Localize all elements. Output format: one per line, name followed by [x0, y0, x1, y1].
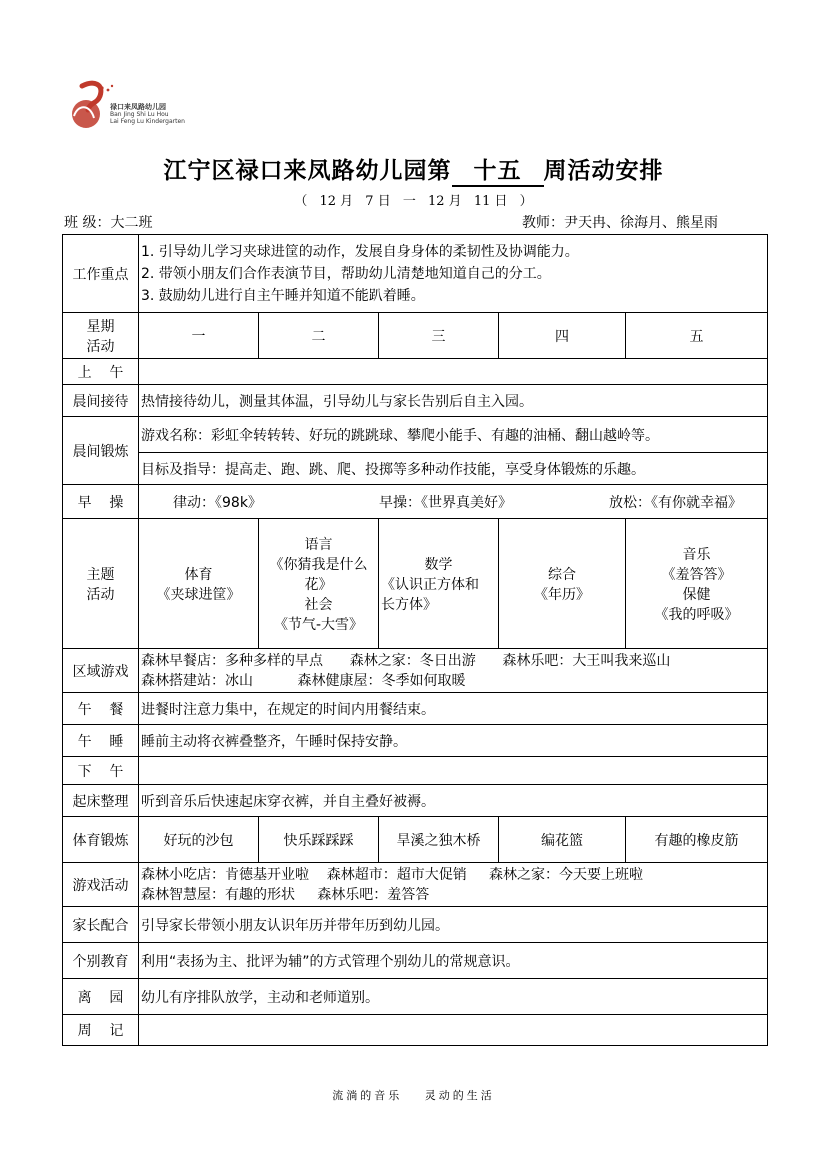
lunch-text: 进餐时注意力集中，在规定的时间内用餐结束。 [139, 693, 768, 725]
table-row [63, 725, 768, 757]
table-row [63, 943, 768, 979]
end-month: 12 月 [428, 194, 462, 209]
theme-title: 长方体》 [381, 596, 437, 613]
pe-tue: 快乐踩踩踩 [259, 817, 379, 863]
afternoon-section-label: 下 午 [63, 757, 139, 785]
drill-cell [139, 485, 768, 519]
class-label: 班 级：大二班 [64, 215, 153, 231]
pe-thu: 编花篮 [499, 817, 626, 863]
weekday-mon: 一 [139, 313, 259, 359]
nap-text: 睡前主动将衣裤叠整齐，午睡时保持安静。 [139, 725, 768, 757]
table-row [63, 979, 768, 1015]
theme-label-1: 主题 [86, 566, 115, 583]
logo-name-en2: Lai Feng Lu Kindergarten [110, 118, 185, 125]
lunch-label: 午 餐 [63, 693, 139, 725]
logo-text [110, 104, 185, 125]
drill-exercise: 早操：《世界真美好》 [379, 494, 512, 511]
exercise-games: 游戏名称：彩虹伞转转转、好玩的跳跳球、攀爬小能手、有趣的油桶、翻山越岭等。 [139, 417, 768, 453]
table-row [63, 1015, 768, 1046]
table-row [63, 235, 768, 313]
parent-text: 引导家长带领小朋友认识年历并带年历到幼儿园。 [139, 907, 768, 943]
theme-title: 《羞答答》 [661, 566, 732, 583]
goal-item: 1. 引导幼儿学习夹球进筐的动作，发展自身身体的柔韧性及协调能力。 [141, 243, 579, 260]
table-row [63, 757, 768, 785]
start-month: 12 月 [319, 194, 354, 209]
theme-title: 《年历》 [534, 586, 590, 603]
goals-label: 工作重点 [63, 235, 139, 313]
theme-subject: 数学 [424, 556, 453, 573]
date-range [0, 190, 827, 209]
exercise-goal: 目标及指导：提高走、跑、跳、爬、投掷等多种动作技能，享受身体锻炼的乐趣。 [139, 453, 768, 485]
footer-slogan [0, 1087, 827, 1103]
theme-title: 《你猜我是什么 [269, 556, 368, 573]
area-games-cell [139, 649, 768, 693]
table-row [63, 649, 768, 693]
wake-text: 听到音乐后快速起床穿衣裤，并自主叠好被褥。 [139, 785, 768, 817]
notes-label: 周 记 [63, 1015, 139, 1046]
goal-item: 2. 带领小朋友们合作表演节目，帮助幼儿清楚地知道自己的分工。 [141, 265, 551, 282]
pe-wed: 旱溪之独木桥 [379, 817, 499, 863]
afternoon-section-cell [139, 757, 768, 785]
title-suffix: 周活动安排 [543, 157, 664, 184]
table-row [63, 385, 768, 417]
notes-text [139, 1015, 768, 1046]
reception-label: 晨间接待 [63, 385, 139, 417]
table-row [63, 417, 768, 453]
table-row [63, 785, 768, 817]
logo-name-en1: Ban Jing Shi Lu Hou [110, 111, 169, 118]
parent-label: 家长配合 [63, 907, 139, 943]
table-row [63, 453, 768, 485]
footer-right: 灵动的生活 [424, 1089, 495, 1102]
end-day: 11 日 [473, 194, 508, 209]
start-day: 7 日 [365, 194, 391, 209]
theme-title: 《我的呼吸》 [654, 606, 739, 623]
weekday-header-label [63, 313, 139, 359]
nap-label: 午 睡 [63, 725, 139, 757]
logo-name-cn: 禄口来凤路幼儿园 [110, 103, 166, 111]
weekday-thu: 四 [499, 313, 626, 359]
exercise-label: 晨间锻炼 [63, 417, 139, 485]
date-open: （ [294, 194, 308, 209]
area-games-line: 森林早餐店：多种多样的早点 森林之家：冬日出游 森林乐吧：大王叫我来巡山 [141, 652, 671, 669]
theme-subject: 音乐 [682, 546, 711, 563]
games-line: 森林智慧屋：有趣的形状 森林乐吧：羞答答 [141, 886, 430, 903]
table-row [63, 907, 768, 943]
theme-subject: 社会 [304, 596, 333, 613]
table-row [63, 519, 768, 649]
theme-fri [626, 519, 768, 649]
date-dash: 一 [402, 194, 416, 209]
morning-section-cell [139, 359, 768, 385]
table-row [63, 817, 768, 863]
drill-rhythm: 律动：《98k》 [173, 494, 262, 511]
date-close: ） [519, 194, 533, 209]
table-row [63, 485, 768, 519]
theme-subject: 体育 [184, 566, 213, 583]
weekday-wed: 三 [379, 313, 499, 359]
weekday-fri: 五 [626, 313, 768, 359]
games-label: 游戏活动 [63, 863, 139, 907]
theme-mon [139, 519, 259, 649]
teacher-label: 教师：尹天冉、徐海月、熊星雨 [522, 215, 718, 231]
title-prefix: 江宁区禄口来凤路幼儿园第 [163, 157, 452, 184]
theme-label-2: 活动 [86, 586, 115, 603]
theme-thu [499, 519, 626, 649]
drill-relax: 放松：《有你就幸福》 [609, 494, 742, 511]
theme-title: 花》 [304, 576, 333, 593]
theme-title: 《夹球进筐》 [156, 586, 241, 603]
drill-label: 早 操 [63, 485, 139, 519]
theme-subject: 综合 [548, 566, 576, 583]
area-games-label: 区域游戏 [63, 649, 139, 693]
footer-left: 流淌的音乐 [332, 1089, 403, 1102]
theme-subject: 语言 [304, 536, 333, 553]
weekday-label-1: 星期 [86, 318, 115, 335]
theme-tue [259, 519, 379, 649]
theme-wed [379, 519, 499, 649]
theme-title: 《节气-大雪》 [273, 616, 364, 633]
reception-text: 热情接待幼儿，测量其体温，引导幼儿与家长告别后自主入园。 [139, 385, 768, 417]
pe-label: 体育锻炼 [63, 817, 139, 863]
table-row [63, 693, 768, 725]
games-cell [139, 863, 768, 907]
individual-text: 利用“表扬为主、批评为辅”的方式管理个别幼儿的常规意识。 [139, 943, 768, 979]
table-row [63, 863, 768, 907]
leave-text: 幼儿有序排队放学，主动和老师道别。 [139, 979, 768, 1015]
weekday-label-2: 活动 [86, 338, 115, 355]
leave-label: 离 园 [63, 979, 139, 1015]
schedule-table [62, 234, 768, 1046]
weekday-tue: 二 [259, 313, 379, 359]
theme-title: 《认识正方体和 [381, 576, 479, 593]
area-games-line: 森林搭建站：冰山 森林健康屋：冬季如何取暖 [141, 672, 466, 689]
goals-cell [139, 235, 768, 313]
individual-label: 个别教育 [63, 943, 139, 979]
wake-label: 起床整理 [63, 785, 139, 817]
morning-section-label: 上 午 [63, 359, 139, 385]
week-number: 十五 [452, 152, 544, 187]
theme-label [63, 519, 139, 649]
theme-subject: 保健 [682, 586, 711, 603]
pe-mon: 好玩的沙包 [139, 817, 259, 863]
games-line: 森林小吃店：肯德基开业啦 森林超市：超市大促销 森林之家：今天要上班啦 [141, 866, 644, 883]
page-title [0, 152, 827, 187]
table-row [63, 313, 768, 359]
goal-item: 3. 鼓励幼儿进行自主午睡并知道不能趴着睡。 [141, 287, 425, 304]
pe-fri: 有趣的橡皮筋 [626, 817, 768, 863]
table-row [63, 359, 768, 385]
